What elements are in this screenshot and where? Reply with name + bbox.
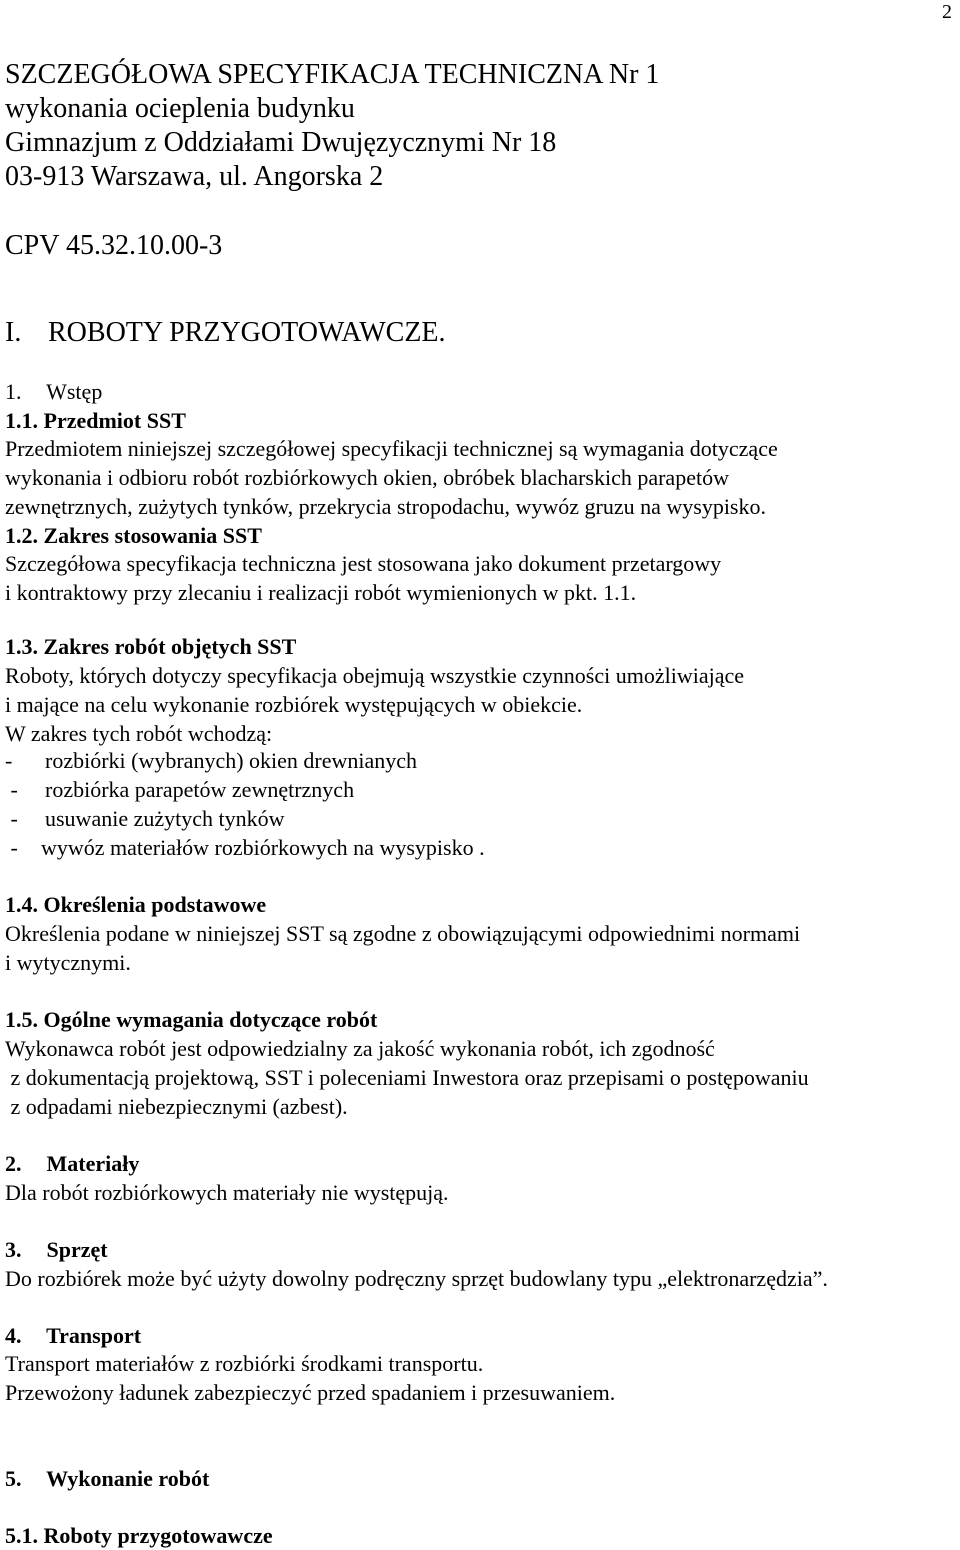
heading-title: Roboty przygotowawcze [43, 1523, 273, 1548]
heading-number: 4. [5, 1323, 22, 1348]
page-number: 2 [942, 1, 952, 23]
doc-title-line-3: Gimnazjum z Oddziałami Dwujęzycznymi Nr 18 [5, 127, 557, 158]
heading-title: Wstęp [46, 379, 103, 404]
section-i-heading [5, 316, 446, 350]
heading-number: 5. [5, 1466, 22, 1491]
list-item-text: rozbiórki (wybranych) okien drewnianych [45, 748, 418, 773]
heading-5 [5, 1464, 209, 1493]
paragraph-line: Roboty, których dotyczy specyfikacja obejmują wszystkie czynności umożliwiające [5, 663, 745, 688]
heading-3 [5, 1235, 108, 1264]
paragraph-line: Transport materiałów z rozbiórki środkami transportu. [5, 1351, 484, 1376]
heading-title: Sprzęt [46, 1237, 108, 1262]
list-item: - usuwanie zużytych tynków [5, 806, 285, 831]
paragraph-line: z odpadami niebezpiecznymi (azbest). [5, 1094, 348, 1119]
heading-title: Określenia podstawowe [43, 892, 267, 917]
cpv-code: CPV 45.32.10.00-3 [5, 230, 223, 261]
heading-title: Przedmiot SST [43, 408, 186, 433]
heading-number: 1.1. [5, 408, 38, 433]
heading-title: Wykonanie robót [46, 1466, 210, 1491]
heading-number: 5.1. [5, 1523, 38, 1548]
list-item-text: usuwanie zużytych tynków [45, 806, 285, 831]
paragraph-line: Określenia podane w niniejszej SST są zgodne z obowiązującymi odpowiednimi normami [5, 921, 801, 946]
heading-1-3 [5, 632, 296, 661]
heading-number: 2. [5, 1151, 22, 1176]
list-item: - wywóz materiałów rozbiórkowych na wysypisko . [5, 835, 485, 860]
heading-5-1 [5, 1521, 273, 1550]
section-title: ROBOTY PRZYGOTOWAWCZE. [48, 317, 446, 348]
heading-number: 1.5. [5, 1007, 38, 1032]
section-number: I. [5, 317, 22, 348]
heading-1-1 [5, 406, 186, 435]
list-item: - rozbiórka parapetów zewnętrznych [5, 777, 355, 802]
doc-title-line-1: SZCZEGÓŁOWA SPECYFIKACJA TECHNICZNA Nr 1 [5, 59, 660, 90]
paragraph-line: Do rozbiórek może być użyty dowolny podręczny sprzęt budowlany typu „elektronarzędzia”. [5, 1266, 828, 1291]
heading-title: Ogólne wymagania dotyczące robót [43, 1007, 378, 1032]
heading-title: Zakres robót objętych SST [43, 634, 297, 659]
heading-title: Zakres stosowania SST [43, 523, 262, 548]
paragraph-line: i kontraktowy przy zlecaniu i realizacji robót wymienionych w pkt. 1.1. [5, 580, 637, 605]
doc-title-line-4: 03-913 Warszawa, ul. Angorska 2 [5, 161, 384, 192]
paragraph-line: Wykonawca robót jest odpowiedzialny za jakość wykonania robót, ich zgodność [5, 1036, 715, 1061]
paragraph-line: z dokumentacją projektową, SST i poleceniami Inwestora oraz przepisami o postępowaniu [5, 1065, 809, 1090]
list-item-text: rozbiórka parapetów zewnętrznych [45, 777, 355, 802]
paragraph-line: i mające na celu wykonanie rozbiórek występujących w obiekcie. [5, 692, 583, 717]
heading-1-4 [5, 890, 266, 919]
heading-number: 1.3. [5, 634, 38, 659]
heading-2 [5, 1149, 139, 1178]
paragraph-line: Przedmiotem niniejszej szczegółowej specyfikacji technicznej są wymagania dotyczące [5, 436, 778, 461]
heading-1-2 [5, 521, 262, 550]
heading-4 [5, 1321, 141, 1350]
heading-number: 3. [5, 1237, 22, 1262]
paragraph-line: Dla robót rozbiórkowych materiały nie występują. [5, 1180, 449, 1205]
heading-title: Transport [46, 1323, 142, 1348]
list-item: - rozbiórki (wybranych) okien drewnianych [5, 748, 418, 773]
doc-title-line-2: wykonania ocieplenia budynku [5, 93, 355, 124]
heading-1-5 [5, 1005, 377, 1034]
heading-1 [5, 377, 102, 406]
paragraph-line: Szczegółowa specyfikacja techniczna jest stosowana jako dokument przetargowy [5, 551, 722, 576]
paragraph-line: Przewożony ładunek zabezpieczyć przed spadaniem i przesuwaniem. [5, 1380, 616, 1405]
heading-number: 1.2. [5, 523, 38, 548]
paragraph-line: i wytycznymi. [5, 950, 131, 975]
heading-number: 1.4. [5, 892, 38, 917]
paragraph-line: wykonania i odbioru robót rozbiórkowych okien, obróbek blacharskich parapetów [5, 465, 729, 490]
list-item-text: wywóz materiałów rozbiórkowych na wysypisko . [41, 835, 485, 860]
paragraph-line: W zakres tych robót wchodzą: [5, 721, 273, 746]
paragraph-line: zewnętrznych, zużytych tynków, przekrycia stropodachu, wywóz gruzu na wysypisko. [5, 494, 766, 519]
heading-number: 1. [5, 379, 22, 404]
heading-title: Materiały [46, 1151, 140, 1176]
